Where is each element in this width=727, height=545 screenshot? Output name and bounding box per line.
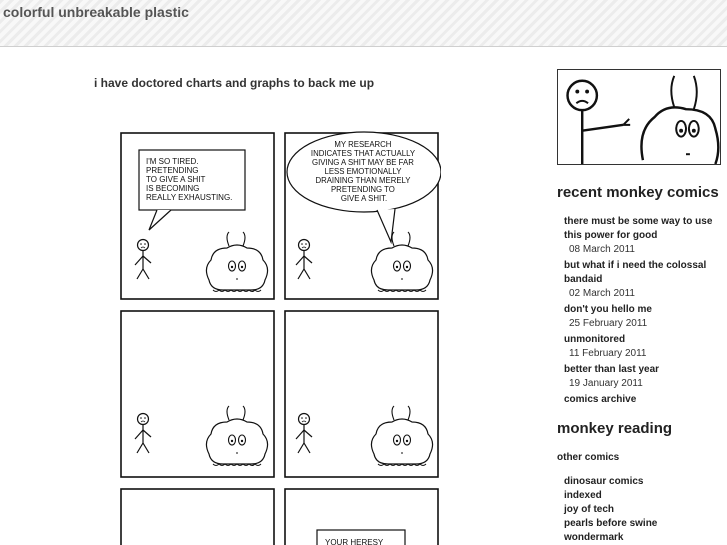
monkey-avatar-image[interactable]	[557, 69, 721, 165]
comic-panel-5	[121, 489, 274, 545]
recent-comic-link[interactable]: there must be some way to use this power for good	[564, 216, 713, 241]
post-title[interactable]: i have doctored charts and graphs to back me up	[94, 76, 375, 90]
comic-panel-6	[285, 489, 438, 545]
recent-comic-date: 11 February 2011	[569, 348, 647, 359]
recent-comics-heading: recent monkey comics	[557, 184, 719, 201]
reading-list	[564, 475, 657, 545]
reading-link[interactable]: indexed	[564, 490, 602, 501]
list-item	[564, 259, 724, 301]
list-item	[564, 215, 724, 257]
recent-comic-link[interactable]: don't you hello me	[564, 304, 652, 315]
comic-strip	[119, 130, 441, 545]
recent-comics-list	[564, 215, 724, 393]
list-item	[564, 303, 724, 331]
sidebar	[557, 0, 727, 545]
panel1-line: I'M SO TIRED.	[146, 157, 199, 166]
recent-comic-date: 02 March 2011	[569, 288, 635, 299]
panel2-line: INDICATES THAT ACTUALLY	[310, 149, 415, 158]
panel1-line: TO GIVE A SHIT	[146, 175, 206, 184]
comic-panel-4	[285, 311, 438, 477]
panel1-line: REALLY EXHAUSTING.	[146, 193, 233, 202]
reading-link[interactable]: pearls before swine	[564, 518, 658, 529]
panel1-line: PRETENDING	[146, 166, 199, 175]
comics-archive-link[interactable]: comics archive	[564, 394, 637, 405]
site-title[interactable]: colorful unbreakable plastic	[3, 4, 189, 20]
list-item	[564, 363, 724, 391]
reading-link[interactable]: wondermark	[564, 532, 624, 543]
comic-panel-3	[121, 311, 274, 477]
other-comics-link[interactable]: other comics	[557, 452, 620, 463]
list-item	[564, 333, 724, 361]
panel2-line: LESS EMOTIONALLY	[324, 167, 402, 176]
panel1-line: IS BECOMING	[146, 184, 200, 193]
comic-panel-1	[121, 133, 274, 299]
recent-comic-link[interactable]: but what if i need the colossal bandaid	[564, 260, 707, 285]
recent-comic-date: 08 March 2011	[569, 244, 635, 255]
reading-link[interactable]: joy of tech	[564, 504, 615, 515]
panel2-line: DRAINING THAN MERELY	[315, 176, 411, 185]
recent-comic-link[interactable]: better than last year	[564, 364, 660, 375]
reading-link[interactable]: dinosaur comics	[564, 476, 644, 487]
panel2-line: GIVE A SHIT.	[340, 194, 388, 203]
panel2-line: GIVING A SHIT MAY BE FAR	[312, 158, 414, 167]
monkey-reading-heading: monkey reading	[557, 420, 673, 437]
panel2-line: PRETENDING TO	[330, 185, 395, 194]
recent-comic-date: 19 January 2011	[569, 378, 643, 389]
recent-comic-date: 25 February 2011	[569, 318, 648, 329]
panel2-line: MY RESEARCH	[334, 140, 392, 149]
panel6-text: YOUR HERESY	[325, 538, 384, 545]
comic-panel-2	[285, 132, 441, 299]
recent-comic-link[interactable]: unmonitored	[564, 334, 626, 345]
